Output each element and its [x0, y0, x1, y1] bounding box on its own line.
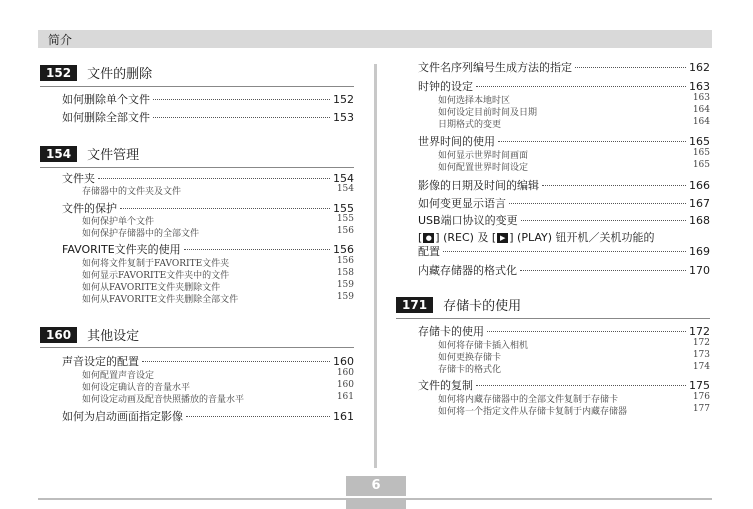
toc-entry[interactable]: 文件夹 154: [62, 172, 354, 185]
section-number: 171: [396, 297, 433, 313]
toc-subentry[interactable]: 日期格式的变更 164: [438, 117, 710, 130]
toc-subentry[interactable]: 如何将文件复制于FAVORITE文件夹 156: [82, 256, 354, 269]
section-rule: [40, 86, 354, 87]
section-header-160: [46, 325, 140, 344]
section-number: 152: [40, 65, 77, 81]
section-title: 存储卡的使用: [443, 299, 522, 314]
camera-icon: ●: [423, 233, 434, 243]
toc-subentry[interactable]: 如何配置声音设定 160: [82, 368, 354, 381]
toc-subentry[interactable]: 如何更换存储卡 173: [438, 350, 710, 363]
toc-subentry[interactable]: 如何设定目前时间及日期 164: [438, 105, 710, 118]
toc-subentry[interactable]: 如何显示世界时间画面 165: [438, 148, 710, 161]
toc-subentry[interactable]: 如何将存储卡插入相机 172: [438, 338, 710, 351]
toc-entry[interactable]: 影像的日期及时间的编辑 166: [418, 179, 710, 192]
toc-entry-line1[interactable]: [ ● ] (REC) 及 [ ▶ ] (PLAY) 钮开机／关机功能的: [418, 231, 655, 244]
toc-subentry[interactable]: 如何选择本地时区 163: [438, 93, 710, 106]
section-header-152: [46, 63, 153, 82]
toc-subentry[interactable]: 存储卡的格式化 174: [438, 362, 710, 375]
play-icon: ▶: [497, 233, 508, 243]
toc-subentry[interactable]: 存储器中的文件夹及文件 154: [82, 184, 354, 197]
toc-entry[interactable]: FAVORITE文件夹的使用 156: [62, 243, 354, 256]
toc-entry[interactable]: 文件名序列编号生成方法的指定 162: [418, 61, 710, 74]
section-number: 154: [40, 146, 77, 162]
toc-entry[interactable]: 内藏存储器的格式化 170: [418, 264, 710, 277]
section-number: 160: [40, 327, 77, 343]
section-header-154: [46, 144, 140, 163]
section-rule: [40, 167, 354, 168]
toc-entry[interactable]: 声音设定的配置 160: [62, 355, 354, 368]
section-rule: [40, 347, 354, 348]
toc-subentry[interactable]: 如何从FAVORITE文件夹删除文件 159: [82, 280, 354, 293]
toc-subentry[interactable]: 如何将内藏存储器中的全部文件复制于存储卡 176: [438, 392, 710, 405]
toc-entry[interactable]: 如何变更显示语言 167: [418, 197, 710, 210]
section-header-171: [402, 295, 522, 314]
toc-entry[interactable]: 配置 169: [418, 245, 710, 258]
toc-entry[interactable]: 文件的保护 155: [62, 202, 354, 215]
section-rule: [396, 318, 710, 319]
toc-entry[interactable]: 如何删除单个文件 152: [62, 93, 354, 106]
toc-subentry[interactable]: 如何设定动画及配音快照播放的音量水平 161: [82, 392, 354, 405]
toc-subentry[interactable]: 如何从FAVORITE文件夹删除全部文件 159: [82, 292, 354, 305]
toc-subentry[interactable]: 如何配置世界时间设定 165: [438, 160, 710, 173]
header-title: 简介: [48, 33, 73, 47]
toc-entry[interactable]: 如何为启动画面指定影像 161: [62, 410, 354, 423]
toc-subentry[interactable]: 如何保护存储器中的全部文件 156: [82, 226, 354, 239]
toc-entry[interactable]: USB端口协议的变更 168: [418, 214, 710, 227]
toc-entry[interactable]: 文件的复制 175: [418, 379, 710, 392]
page-number: 6: [346, 476, 406, 496]
toc-subentry[interactable]: 如何显示FAVORITE文件夹中的文件 158: [82, 268, 354, 281]
toc-entry[interactable]: 如何删除全部文件 153: [62, 111, 354, 124]
toc-subentry[interactable]: 如何保护单个文件 155: [82, 214, 354, 227]
toc-subentry[interactable]: 如何将一个指定文件从存储卡复制于内藏存储器 177: [438, 404, 710, 417]
toc-entry[interactable]: 世界时间的使用 165: [418, 135, 710, 148]
toc-entry[interactable]: 存储卡的使用 172: [418, 325, 710, 338]
toc-subentry[interactable]: 如何设定确认音的音量水平 160: [82, 380, 354, 393]
toc-entry[interactable]: 时钟的设定 163: [418, 80, 710, 93]
section-title: 文件管理: [87, 148, 140, 163]
section-title: 其他设定: [87, 329, 140, 344]
section-title: 文件的删除: [87, 67, 153, 82]
page-number-tab-base: [346, 500, 406, 509]
column-divider: [374, 64, 377, 468]
header-bar: [38, 30, 712, 48]
